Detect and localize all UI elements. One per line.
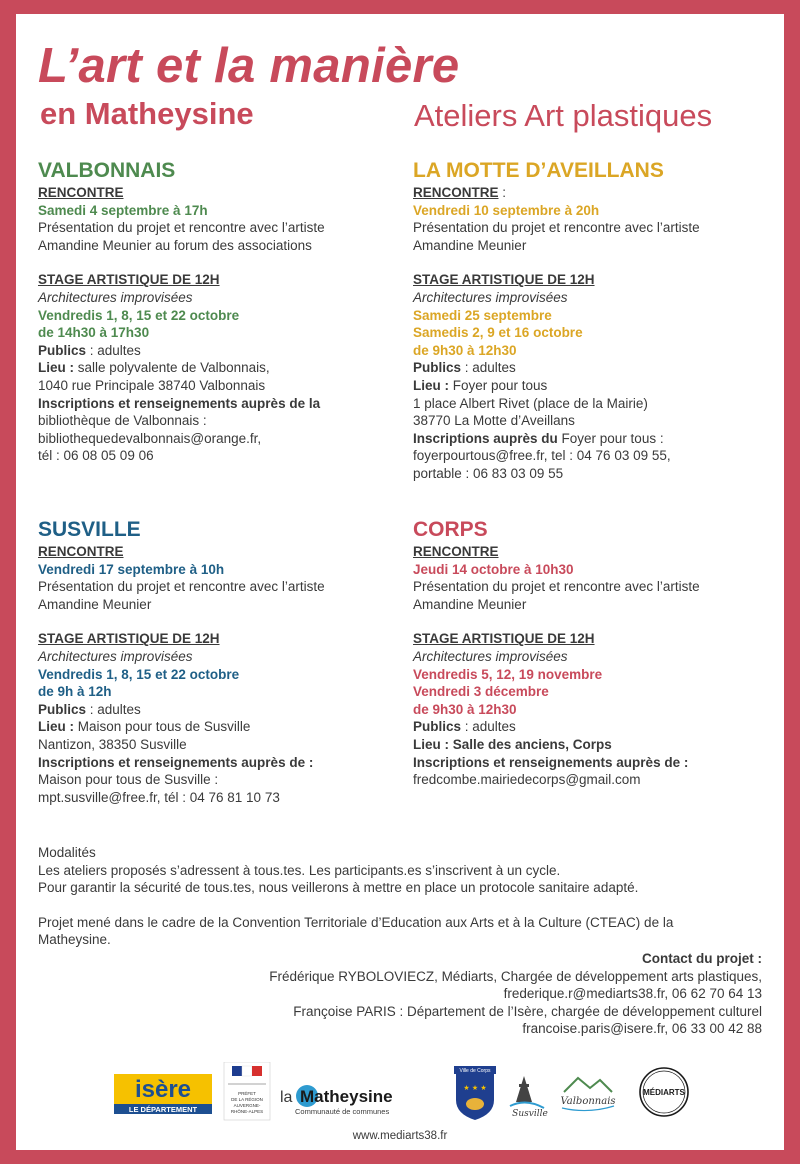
poster [16,14,784,1150]
corps-logo [454,1066,496,1120]
publics-value: : adultes [461,719,516,735]
stage-title: Architectures improvisées [413,648,568,664]
stage-dates: de 14h30 à 17h30 [38,325,150,341]
inscription-label: Inscriptions et renseignements auprès de : [38,754,314,770]
stage-label: STAGE ARTISTIQUE DE 12H [38,631,220,647]
location-title: LA MOTTE D’AVEILLANS [413,159,664,182]
inscription-value: Foyer pour tous : [557,430,664,446]
lieu-value: Maison pour tous de Susville [74,719,251,735]
prefet-logo [224,1062,270,1120]
rencontre-description: Présentation du projet et rencontre avec l’artiste [38,579,325,595]
section-la-motte [413,158,763,483]
svg-text:★ ★ ★: ★ ★ ★ [463,1084,487,1092]
rencontre-date: Vendredi 10 septembre à 20h [413,202,600,218]
svg-text:Matheysine: Matheysine [300,1087,393,1106]
inscription-email: foyerpourtous@free.fr, tel : 04 76 03 09 55, [413,448,671,464]
rencontre-label: RENCONTRE [413,544,499,559]
rencontre-label: RENCONTRE [413,185,499,200]
rencontre-description: Présentation du projet et rencontre avec l’artiste [413,579,700,595]
lieu-line: Lieu : Salle des anciens, Corps [413,736,612,752]
svg-text:Ville de Corps: Ville de Corps [459,1068,491,1074]
stage-dates: de 9h30 à 12h30 [413,701,517,717]
stage-title: Architectures improvisées [413,289,568,305]
isere-logo [114,1074,212,1114]
mediarts-logo [640,1068,688,1116]
inscription-line: bibliothèque de Valbonnais : [38,413,207,429]
valbonnais-logo [560,1078,615,1111]
rencontre-date: Vendredi 17 septembre à 10h [38,561,225,577]
lieu-address: 1040 rue Principale 38740 Valbonnais [38,377,266,393]
contact-line: francoise.paris@isere.fr, 06 33 00 42 88 [522,1021,762,1037]
section-valbonnais [38,158,388,465]
inscription-line [413,430,763,448]
stage-dates: Vendredis 5, 12, 19 novembre [413,666,603,682]
stage-dates: de 9h à 12h [38,684,112,700]
svg-text:LE DÉPARTEMENT: LE DÉPARTEMENT [128,1105,198,1114]
stage-label: STAGE ARTISTIQUE DE 12H [413,631,595,647]
stage-title: Architectures improvisées [38,289,193,305]
publics-label: Publics [38,342,87,358]
svg-text:PRÉFET: PRÉFET [238,1091,256,1096]
inscription-email: fredcombe.mairiedecorps@gmail.com [413,772,641,788]
poster-right-title: Ateliers Art plastiques [414,98,713,133]
inscription-line: Maison pour tous de Susville : [38,772,219,788]
stage-title: Architectures improvisées [38,648,193,664]
publics-value: : adultes [86,701,141,717]
inscription-label: Inscriptions et renseignements auprès de la [38,395,321,411]
lieu-label: Lieu : [38,360,74,376]
svg-text:isère: isère [134,1076,192,1103]
stage-label: STAGE ARTISTIQUE DE 12H [38,272,220,288]
poster-subtitle: en Matheysine [40,96,254,131]
publics-label: Publics [413,360,462,376]
rencontre-label: RENCONTRE [38,544,124,559]
svg-text:Valbonnais: Valbonnais [560,1096,616,1107]
rencontre-description: Amandine Meunier [413,596,527,612]
lieu-label: Lieu : [413,377,449,393]
svg-text:DE LA RÉGION: DE LA RÉGION [231,1097,263,1102]
svg-text:MÉDIARTS: MÉDIARTS [643,1088,685,1097]
svg-text:Susville: Susville [512,1109,548,1119]
section-corps [413,517,763,789]
location-title: SUSVILLE [38,518,141,541]
lieu-label: Lieu : [38,719,74,735]
svg-text:RHÔNE-ALPES: RHÔNE-ALPES [230,1109,264,1114]
rencontre-description: Présentation du projet et rencontre avec l’artiste [413,220,700,236]
contact-block [142,950,762,1038]
modalites-line: Les ateliers proposés s’adressent à tous.tes. Les participants.es s’inscrivent à un cycle. [38,862,561,878]
location-title: CORPS [413,518,488,541]
rencontre-date: Samedi 4 septembre à 17h [38,202,208,218]
modalites-line: Pour garantir la sécurité de tous.tes, nous veillerons à mettre en place un protocole sanitaire adapté. [38,880,639,896]
section-susville [38,517,388,806]
stage-label: STAGE ARTISTIQUE DE 12H [413,272,595,288]
publics-label: Publics [413,719,462,735]
contact-line: Françoise PARIS : Département de l’Isère, chargée de développement culturel [293,1003,762,1019]
matheysine-logo [280,1085,393,1116]
rencontre-date: Jeudi 14 octobre à 10h30 [413,561,574,577]
rencontre-line [413,184,763,202]
projet-line: Projet mené dans le cadre de la Convention Territoriale d’Education aux Arts et à la Culture (CTEAC) de la [38,914,674,930]
contact-line: frederique.r@mediarts38.fr, 06 62 70 64 13 [503,986,762,1002]
stage-dates: de 9h30 à 12h30 [413,342,517,358]
stage-dates: Vendredi 3 décembre [413,684,549,700]
stage-dates: Samedi 25 septembre [413,307,552,323]
modalites-block [38,844,768,949]
rencontre-description: Amandine Meunier [413,237,527,253]
inscription-label: Inscriptions et renseignements auprès de : [413,754,689,770]
modalites-title: Modalités [38,845,96,860]
lieu-value: salle polyvalente de Valbonnais, [74,360,270,376]
publics-line [38,701,388,719]
rencontre-label: RENCONTRE [38,185,124,200]
projet-line: Matheysine. [38,932,111,948]
susville-logo [510,1076,548,1119]
partner-logos [112,1062,692,1122]
lieu-address: Nantizon, 38350 Susville [38,736,187,752]
publics-line [413,718,763,736]
poster-title: L’art et la manière [38,39,460,93]
svg-text:Communauté de communes: Communauté de communes [295,1107,390,1116]
inscription-phone: portable : 06 83 03 09 55 [413,465,564,481]
svg-text:la: la [280,1089,293,1106]
lieu-value: Foyer pour tous [449,377,548,393]
publics-label: Publics [38,701,87,717]
contact-title: Contact du projet : [642,951,762,966]
stage-dates: Vendredis 1, 8, 15 et 22 octobre [38,307,240,323]
footer-url: www.mediarts38.fr [352,1130,448,1142]
inscription-email: bibliothequedevalbonnais@orange.fr, [38,430,262,446]
rencontre-description: Amandine Meunier au forum des associations [38,237,312,253]
inscription-phone: tél : 06 08 05 09 06 [38,448,154,464]
publics-line [38,342,388,360]
location-title: VALBONNAIS [38,159,176,182]
lieu-line [413,377,763,395]
publics-line [413,359,763,377]
lieu-address: 1 place Albert Rivet (place de la Mairie) [413,395,648,411]
rencontre-description: Présentation du projet et rencontre avec l’artiste [38,220,325,236]
stage-dates: Samedis 2, 9 et 16 octobre [413,325,583,341]
svg-text:AUVERGNE-: AUVERGNE- [233,1103,261,1108]
lieu-line [38,718,388,736]
rencontre-description: Amandine Meunier [38,596,152,612]
lieu-line [38,359,388,377]
lieu-address: 38770 La Motte d’Aveillans [413,413,575,429]
inscription-label: Inscriptions auprès du [413,430,558,446]
contact-line: Frédérique RYBOLOVIECZ, Médiarts, Chargée de développement arts plastiques, [269,968,762,984]
publics-value: : adultes [461,360,516,376]
publics-value: : adultes [86,342,141,358]
rencontre-suffix: : [498,185,507,200]
stage-dates: Vendredis 1, 8, 15 et 22 octobre [38,666,240,682]
inscription-email: mpt.susville@free.fr, tél : 04 76 81 10 73 [38,789,280,805]
